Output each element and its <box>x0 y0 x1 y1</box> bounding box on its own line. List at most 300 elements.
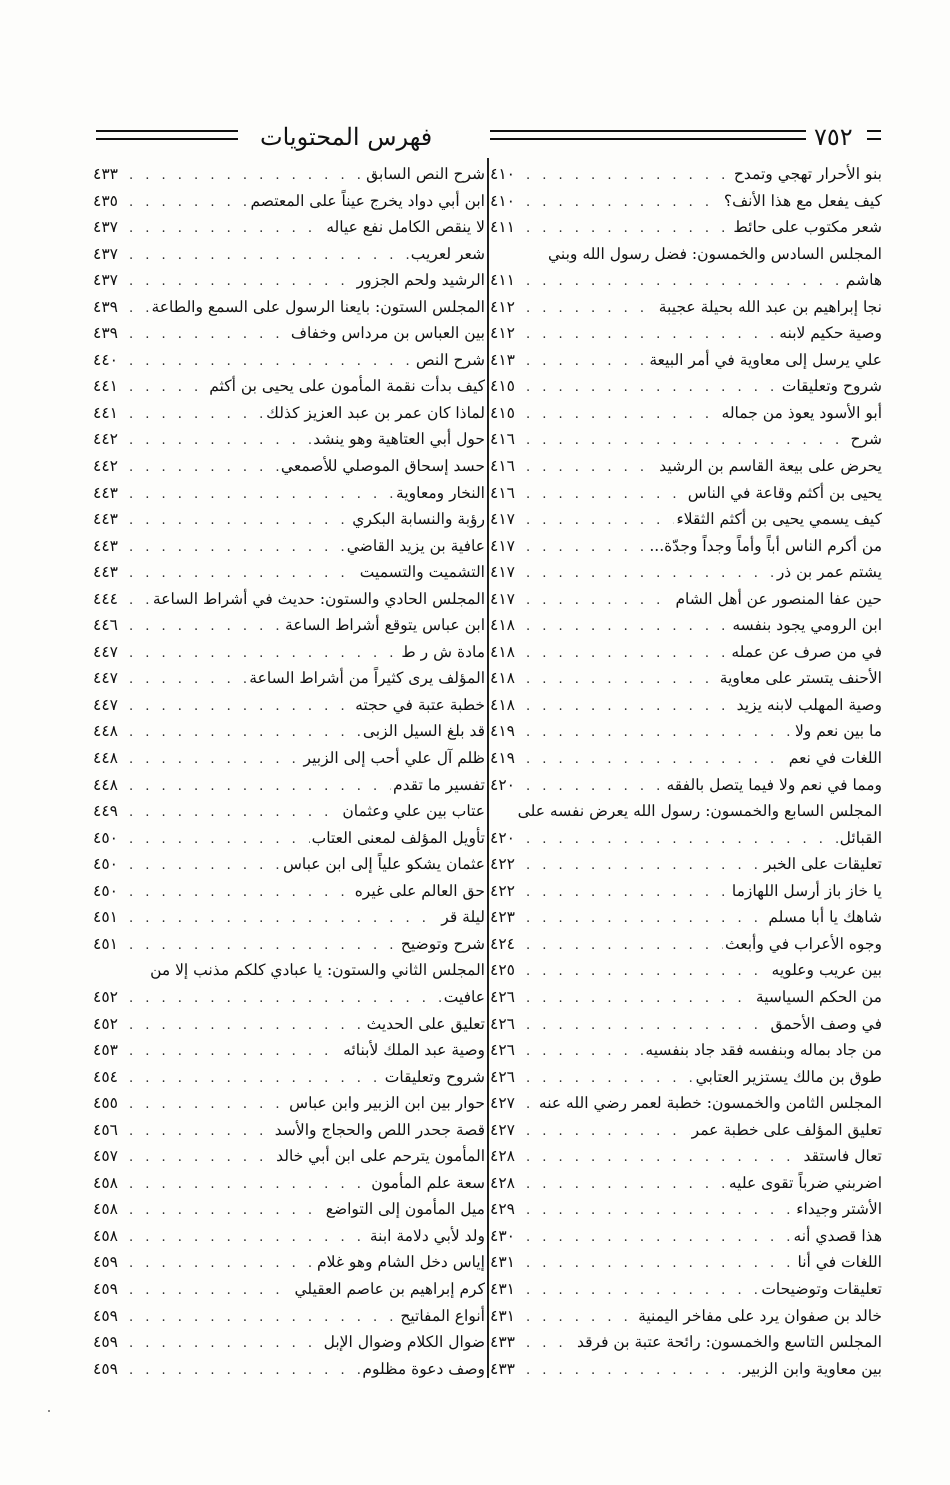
toc-entry <box>490 533 882 560</box>
toc-entry-title: شرح النص السابق <box>366 165 485 183</box>
toc-entry <box>490 878 882 905</box>
toc-entry <box>93 1011 485 1038</box>
toc-entry-title: المؤلف يرى كثيراً من أشراط الساعة <box>249 669 485 688</box>
toc-leader-dots <box>524 720 793 745</box>
toc-entry <box>93 692 485 719</box>
toc-leader-dots <box>127 561 358 586</box>
toc-entry <box>490 904 882 931</box>
toc-entry-page: ٤٤٣ <box>93 563 118 582</box>
toc-entry <box>93 957 485 984</box>
toc-entry-title: وجوه الأعراب في وأبعث <box>725 934 882 953</box>
toc-entry-page: ٤٥٩ <box>93 1279 118 1298</box>
toc-entry-title: الأشتر وجيداء <box>796 1200 882 1219</box>
toc-entry <box>93 1303 485 1330</box>
toc-entry-title: ومما في نعم ولا فيما يتصل بالفقه <box>666 775 882 794</box>
toc-leader-dots <box>127 428 311 453</box>
toc-entry-page: ٤٥٣ <box>93 1041 118 1060</box>
toc-leader-dots <box>127 614 283 639</box>
toc-leader-dots <box>127 1145 274 1170</box>
toc-entry <box>490 745 882 772</box>
toc-leader-dots <box>524 667 718 692</box>
toc-entry <box>490 559 882 586</box>
header-rule <box>490 138 806 140</box>
toc-entry-page: ٤٢٨ <box>490 1147 515 1166</box>
toc-entry-page: ٤١٧ <box>490 563 515 582</box>
toc-entry-title: حين عفا المنصور عن أهل الشام <box>675 589 882 608</box>
toc-entry-page: ٤٢٠ <box>490 828 515 847</box>
toc-entry-page: ٤٥٨ <box>93 1173 118 1192</box>
toc-entry-page: ٤١٨ <box>490 669 515 688</box>
toc-entry-title: أبو الأسود يعوذ من جماله <box>721 403 882 422</box>
toc-leader-dots <box>524 296 657 321</box>
toc-entry-title: إياس دخل الشام وهو غلام <box>317 1253 485 1272</box>
toc-entry-page: ٤٣٩ <box>93 324 118 343</box>
toc-entry <box>490 373 882 400</box>
toc-entry-title: تعليق على الحديث <box>366 1014 485 1033</box>
toc-entry-title: تفسير ما تقدم <box>393 775 485 794</box>
toc-entry-page: ٤١٦ <box>490 430 515 449</box>
toc-entry-title: ابن أبي دواد يخرج عيناً على المعتصم <box>250 191 485 210</box>
toc-entry-page: ٤٣١ <box>490 1279 515 1298</box>
header-rule <box>867 138 881 140</box>
toc-entry <box>490 188 882 215</box>
toc-entry <box>490 347 882 374</box>
toc-entry-page: ٤١٨ <box>490 642 515 661</box>
toc-entry-title: علي يرسل إلى معاوية في أمر البيعة <box>649 350 882 369</box>
toc-entry-page: ٤٤٨ <box>93 722 118 741</box>
toc-entry-page: ٤٣٠ <box>490 1226 515 1245</box>
toc-leader-dots <box>524 933 723 958</box>
toc-entry-title: عتاب بين علي وعثمان <box>342 802 485 821</box>
toc-entry-title: كيف يفعل مع هذا الأنف؟ <box>723 191 882 210</box>
toc-entry-title: يشتم عمر بن ذر <box>776 563 882 582</box>
toc-entry-page: ٤٤٨ <box>93 749 118 768</box>
toc-leader-dots <box>127 880 353 905</box>
toc-entry <box>93 612 485 639</box>
toc-leader-dots <box>524 1145 802 1170</box>
toc-entry-page: ٤١٢ <box>490 297 515 316</box>
toc-entry <box>93 745 485 772</box>
toc-entry-page: ٤٤٢ <box>93 430 118 449</box>
toc-entry-page: ٤٢٧ <box>490 1094 515 1113</box>
toc-leader-dots <box>127 747 302 772</box>
toc-leader-dots <box>127 269 355 294</box>
toc-entry-title: خطبة عتبة في حجته <box>355 695 485 714</box>
toc-entry-title: تأويل المؤلف لمعنى العتاب <box>311 828 485 847</box>
toc-entry <box>93 400 485 427</box>
toc-entry-title: هذا قصدي أنه <box>793 1226 882 1245</box>
toc-leader-dots <box>127 216 324 241</box>
toc-entry <box>490 267 882 294</box>
toc-leader-dots <box>127 1225 368 1250</box>
toc-entry-page: ٤٥٩ <box>93 1306 118 1325</box>
toc-entry-title: تعليقات وتوضيحات <box>761 1279 882 1298</box>
toc-entry-title: شعر لعريب <box>410 244 485 263</box>
toc-leader-dots <box>127 588 151 613</box>
toc-entry <box>490 1276 882 1303</box>
toc-leader-dots <box>127 800 340 825</box>
toc-entry-title: ابن الرومي يجود بنفسه <box>732 616 882 635</box>
toc-entry-title: وصية حكيم لابنه <box>779 324 882 343</box>
toc-entry <box>490 1037 882 1064</box>
toc-entry-title: اللغات في نعم <box>788 749 882 768</box>
toc-leader-dots <box>127 535 345 560</box>
toc-leader-dots <box>127 641 399 666</box>
toc-leader-dots <box>127 1358 360 1383</box>
toc-entry-page: ٤٣٥ <box>93 191 118 210</box>
toc-entry-title: اضربني ضرباً تقوى عليه <box>728 1173 882 1192</box>
toc-entry <box>490 718 882 745</box>
toc-entry <box>490 480 882 507</box>
toc-column-right <box>490 161 882 1382</box>
toc-entry <box>93 772 485 799</box>
toc-leader-dots <box>127 190 248 215</box>
toc-entry <box>93 1196 485 1223</box>
scan-speck <box>48 1410 50 1412</box>
toc-entry-title: المجلس الستون: بايعنا الرسول على السمع والطاعة <box>151 297 485 316</box>
toc-leader-dots <box>524 1198 794 1223</box>
toc-leader-dots <box>524 1331 575 1356</box>
toc-entry-page: ٤٢٦ <box>490 987 515 1006</box>
toc-leader-dots <box>127 482 394 507</box>
toc-entry-title: حوار بين ابن الزبير وابن عباس <box>289 1094 485 1113</box>
toc-entry-title: وصف دعوة مظلوم <box>362 1359 485 1378</box>
toc-entry-page: ٤٢٠ <box>490 775 515 794</box>
toc-entry-title: ولد لأبي دلامة ابنة <box>369 1226 485 1245</box>
toc-entry-page: ٤٤٧ <box>93 669 118 688</box>
toc-entry-page: ٤٥١ <box>93 908 118 927</box>
toc-leader-dots <box>524 1358 741 1383</box>
toc-entry <box>490 1356 882 1383</box>
toc-leader-dots <box>127 322 289 347</box>
toc-entry <box>490 772 882 799</box>
toc-entry-page: ٤٢٨ <box>490 1173 515 1192</box>
header-title: فهرس المحتويات <box>260 123 433 151</box>
toc-entry-page: ٤٤٨ <box>93 775 118 794</box>
toc-entry <box>93 665 485 692</box>
toc-leader-dots <box>127 1092 287 1117</box>
toc-entry-title: شعر مكتوب على حائط <box>733 218 882 237</box>
toc-entry-title: ليلة قر <box>441 908 485 927</box>
toc-entry <box>93 294 485 321</box>
toc-entry-title: ميل المأمون إلى التواضع <box>325 1200 485 1219</box>
toc-entry-title: الأحنف يتستر على معاوية <box>719 669 882 688</box>
toc-entry-page: ٤٢٦ <box>490 1014 515 1033</box>
toc-entry-title: ابن عباس يتوقع أشراط الساعة <box>285 616 485 635</box>
toc-entry-title: هاشم <box>845 271 882 290</box>
toc-leader-dots <box>524 482 686 507</box>
header-rule <box>867 130 881 132</box>
toc-entry <box>490 665 882 692</box>
toc-entry-title: عافية بن يزيد القاضي <box>346 536 485 555</box>
toc-leader-dots <box>524 428 848 453</box>
toc-entry <box>93 188 485 215</box>
toc-entry <box>490 639 882 666</box>
toc-entry-title: حول أبي العتاهية وهو ينشد <box>313 430 485 449</box>
toc-leader-dots <box>127 1066 383 1091</box>
toc-leader-dots <box>524 641 729 666</box>
toc-leader-dots <box>524 694 735 719</box>
toc-leader-dots <box>524 1092 537 1117</box>
toc-leader-dots <box>524 561 775 586</box>
toc-entry-page: ٤٢٢ <box>490 881 515 900</box>
toc-leader-dots <box>524 375 780 400</box>
toc-entry-page: ٤٥٥ <box>93 1094 118 1113</box>
toc-entry-page: ٤٤٤ <box>93 589 118 608</box>
toc-entry-title: طوق بن مالك يستزير العتابي <box>695 1067 882 1086</box>
toc-entry <box>93 1037 485 1064</box>
toc-entry <box>93 1090 485 1117</box>
toc-entry <box>490 851 882 878</box>
toc-entry-page: ٤٥٩ <box>93 1333 118 1352</box>
toc-leader-dots <box>524 906 766 931</box>
toc-entry-page: ٤٤٢ <box>93 457 118 476</box>
toc-leader-dots <box>524 455 657 480</box>
toc-entry-page: ٤١٥ <box>490 377 515 396</box>
toc-entry <box>490 692 882 719</box>
toc-entry-page: ٤١١ <box>490 218 515 237</box>
toc-entry <box>490 1090 882 1117</box>
toc-entry-page: ٤١٠ <box>490 165 515 183</box>
toc-entry-title: المجلس الثامن والخمسون: خطبة لعمر رضي الله عنه <box>538 1094 882 1113</box>
toc-entry-title: بين العباس بن مرداس وخفاف <box>290 324 485 343</box>
toc-entry-title: خالد بن صفوان يرد على مفاخر اليمنية <box>638 1306 882 1325</box>
toc-entry <box>93 1117 485 1144</box>
toc-entry-page: ٤٤٦ <box>93 616 118 635</box>
toc-leader-dots <box>127 508 350 533</box>
toc-entry-title: في وصف الأحمق <box>770 1014 882 1033</box>
toc-leader-dots <box>127 1278 292 1303</box>
toc-entry <box>490 798 882 825</box>
toc-entry <box>490 1223 882 1250</box>
toc-entry-title: تعليق المؤلف على خطبة عمر <box>691 1120 882 1139</box>
toc-leader-dots <box>524 322 777 347</box>
toc-leader-dots <box>127 296 149 321</box>
toc-entry-page: ٤٥٩ <box>93 1359 118 1378</box>
toc-leader-dots <box>524 535 647 560</box>
toc-entry <box>93 559 485 586</box>
toc-entry <box>490 400 882 427</box>
toc-entry <box>490 612 882 639</box>
toc-entry-page: ٤٥٠ <box>93 855 118 874</box>
toc-entry-page: ٤٣٣ <box>93 165 118 183</box>
toc-entry <box>93 639 485 666</box>
toc-leader-dots <box>127 1251 315 1276</box>
toc-entry <box>93 347 485 374</box>
toc-entry-page: ٤٤١ <box>93 403 118 422</box>
toc-leader-dots <box>127 986 442 1011</box>
toc-entry-title: نجا إبراهيم بن عبد الله بحيلة عجيبة <box>658 297 882 316</box>
toc-entry <box>490 453 882 480</box>
toc-leader-dots <box>524 1013 769 1038</box>
toc-entry-page: ٤١٢ <box>490 324 515 343</box>
toc-entry <box>490 1117 882 1144</box>
toc-entry <box>93 1249 485 1276</box>
toc-entry <box>490 1143 882 1170</box>
toc-entry-page: ٤٥١ <box>93 934 118 953</box>
toc-entry <box>93 1170 485 1197</box>
toc-entry <box>93 320 485 347</box>
toc-leader-dots <box>127 1013 365 1038</box>
toc-entry-page: ٤٣١ <box>490 1306 515 1325</box>
toc-entry-page: ٤١٥ <box>490 403 515 422</box>
toc-entry <box>93 241 485 268</box>
toc-entry-page: ٤٣٧ <box>93 244 118 263</box>
toc-entry-title: المجلس السادس والخمسون: فضل رسول الله وبني <box>548 244 882 263</box>
toc-entry-page: ٤٥٨ <box>93 1226 118 1245</box>
toc-leader-dots <box>127 933 399 958</box>
toc-entry-page: ٤٥٩ <box>93 1253 118 1272</box>
toc-entry-page: ٤١٨ <box>490 695 515 714</box>
toc-column-left <box>93 161 485 1382</box>
toc-entry-page: ٤٥٦ <box>93 1120 118 1139</box>
toc-entry <box>490 1196 882 1223</box>
toc-leader-dots <box>524 349 647 374</box>
toc-entry-page: ٤١٧ <box>490 510 515 529</box>
toc-entry-page: ٤٢٩ <box>490 1200 515 1219</box>
toc-entry <box>490 957 882 984</box>
toc-entry <box>93 426 485 453</box>
toc-entry-page: ٤٤٧ <box>93 695 118 714</box>
toc-entry <box>490 586 882 613</box>
toc-entry-page: ٤١٣ <box>490 350 515 369</box>
toc-leader-dots <box>524 1305 636 1330</box>
toc-leader-dots <box>524 163 732 188</box>
toc-entry-title: لماذا كان عمر بن عبد العزيز كذلك <box>266 403 485 422</box>
toc-entry-title: القبائل <box>839 828 882 847</box>
toc-leader-dots <box>524 1172 727 1197</box>
toc-entry <box>93 533 485 560</box>
toc-entry <box>93 1064 485 1091</box>
toc-entry-page: ٤١٦ <box>490 457 515 476</box>
toc-entry-title: ضوال الكلام وضوال الإبل <box>323 1333 485 1352</box>
toc-entry <box>93 586 485 613</box>
toc-entry-title: يحرض على بيعة القاسم بن الرشيد <box>659 457 882 476</box>
toc-leader-dots <box>127 1119 273 1144</box>
toc-leader-dots <box>524 1225 791 1250</box>
toc-entry-page: ٤٤٣ <box>93 536 118 555</box>
toc-entry-page: ٤٢٦ <box>490 1041 515 1060</box>
toc-leader-dots <box>524 986 754 1011</box>
header-rule <box>96 138 238 140</box>
toc-entry <box>93 1329 485 1356</box>
toc-entry-page: ٤٤١ <box>93 377 118 396</box>
toc-leader-dots <box>524 1066 694 1091</box>
toc-entry <box>93 798 485 825</box>
toc-leader-dots <box>524 269 844 294</box>
toc-entry-title: قصة جحدر اللص والحجاج والأسد <box>274 1120 485 1139</box>
toc-entry-page: ٤٤٩ <box>93 802 118 821</box>
toc-entry-title: شروح وتعليقات <box>781 377 882 396</box>
toc-entry-title: في من صرف عن عمله <box>731 642 882 661</box>
toc-leader-dots <box>524 853 762 878</box>
toc-leader-dots <box>127 349 414 374</box>
toc-entry-title: كيف بدأت نقمة المأمون على يحيى بن أكثم <box>209 377 485 396</box>
toc-entry-title: من جاد بماله وبنفسه فقد جاد بنفسيه <box>645 1041 882 1060</box>
toc-entry-title: شرح وتوضيح <box>400 934 485 953</box>
toc-entry-page: ٤٤٠ <box>93 350 118 369</box>
toc-entry-page: ٤٥٠ <box>93 828 118 847</box>
toc-entry-title: شاهك يا أبا مسلم <box>768 908 882 927</box>
toc-entry-page: ٤٥٧ <box>93 1147 118 1166</box>
toc-entry-title: عثمان يشكو علياً إلى ابن عباس <box>282 855 485 874</box>
toc-entry-page: ٤٣٣ <box>490 1359 515 1378</box>
toc-entry-title: حسد إسحاق الموصلي للأصمعي <box>280 457 485 476</box>
toc-entry-title: التشميت والتسميت <box>359 563 485 582</box>
toc-entry-title: المجلس التاسع والخمسون: رائحة عتبة بن فرقد <box>577 1333 882 1352</box>
toc-leader-dots <box>524 588 673 613</box>
toc-entry-page: ٤٣٩ <box>93 297 118 316</box>
toc-entry-page: ٤٥٢ <box>93 1014 118 1033</box>
toc-entry <box>490 984 882 1011</box>
toc-leader-dots <box>524 827 838 852</box>
page-header <box>92 118 882 158</box>
toc-leader-dots <box>524 1039 643 1064</box>
toc-entry-title: كرم إبراهيم بن عاصم العقيلي <box>294 1279 485 1298</box>
toc-leader-dots <box>127 694 353 719</box>
toc-entry <box>490 214 882 241</box>
toc-leader-dots <box>524 1278 759 1303</box>
toc-leader-dots <box>524 614 730 639</box>
page-number: ٧٥٢ <box>814 123 853 151</box>
toc-entry <box>93 904 485 931</box>
toc-entry <box>93 984 485 1011</box>
toc-leader-dots <box>127 827 310 852</box>
toc-entry-title: سعة علم المأمون <box>371 1173 485 1192</box>
toc-entry-title: قد بلغ السيل الزبى <box>362 722 485 741</box>
toc-leader-dots <box>127 1331 322 1356</box>
toc-entry-page: ٤٢٥ <box>490 961 515 980</box>
toc-entry <box>490 1329 882 1356</box>
toc-entry-title: تعال فاستقد <box>803 1147 882 1166</box>
toc-entry <box>93 161 485 188</box>
toc-leader-dots <box>127 402 264 427</box>
toc-entry <box>93 878 485 905</box>
toc-entry <box>93 1143 485 1170</box>
toc-entry <box>490 426 882 453</box>
column-divider <box>487 158 489 1378</box>
toc-entry-title: بين معاوية وابن الزبير <box>742 1359 882 1378</box>
toc-leader-dots <box>524 190 722 215</box>
toc-leader-dots <box>127 906 439 931</box>
toc-leader-dots <box>524 402 720 427</box>
toc-entry-title: يا خاز باز أرسل اللهازما <box>731 881 882 900</box>
toc-entry <box>490 1303 882 1330</box>
toc-entry-title: النخار ومعاوية <box>396 483 485 502</box>
toc-entry-page: ٤٢٤ <box>490 934 515 953</box>
toc-entry <box>490 931 882 958</box>
toc-entry-title: رؤبة والنسابة البكري <box>352 510 485 529</box>
toc-entry-page: ٤٣٣ <box>490 1333 515 1352</box>
toc-entry <box>93 1356 485 1383</box>
toc-entry-title: المجلس السابع والخمسون: رسول الله يعرض نفسه على <box>517 802 882 821</box>
toc-entry-title: تعليقات على الخبر <box>763 855 882 874</box>
toc-entry-page: ٤١٨ <box>490 616 515 635</box>
toc-entry-page: ٤١٧ <box>490 536 515 555</box>
toc-entry-title: عافيت <box>443 987 485 1006</box>
toc-leader-dots <box>127 1198 324 1223</box>
toc-entry <box>490 1170 882 1197</box>
toc-entry <box>93 851 485 878</box>
toc-entry <box>490 1249 882 1276</box>
toc-entry-page: ٤١١ <box>490 271 515 290</box>
toc-leader-dots <box>127 774 391 799</box>
toc-leader-dots <box>127 163 364 188</box>
toc-leader-dots <box>524 508 674 533</box>
toc-entry-title: أنواع المفاتيح <box>400 1306 485 1325</box>
header-rule <box>490 130 806 132</box>
toc-leader-dots <box>524 1251 796 1276</box>
